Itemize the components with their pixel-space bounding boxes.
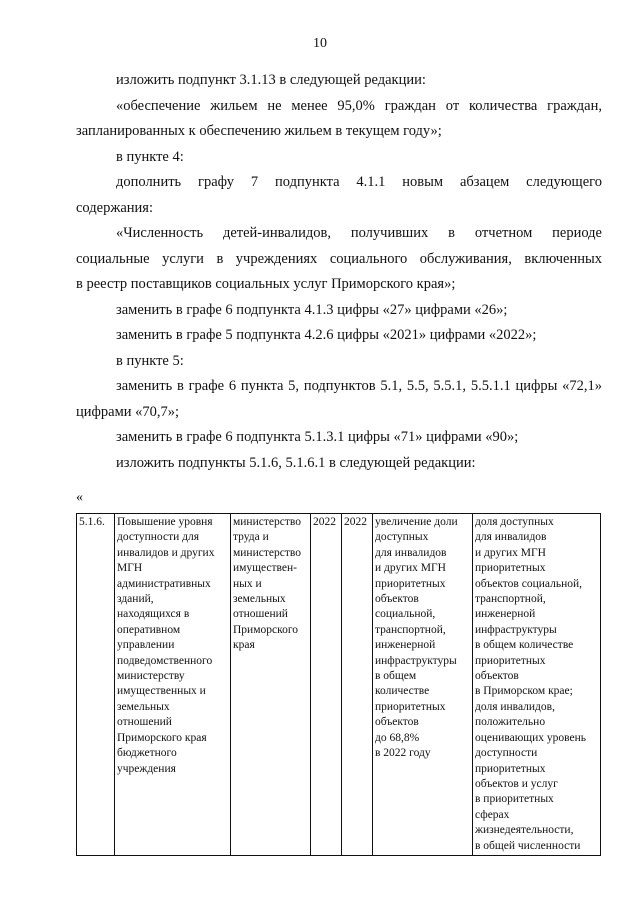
- cell-text-line: подведомственного: [117, 654, 213, 667]
- cell-text-line: имуществен-: [233, 562, 298, 575]
- cell-text-line: бюджетного: [117, 747, 177, 760]
- cell-text-line: зданий,: [117, 593, 154, 606]
- paragraph-line: заменить в графе 6 пункта 5, подпунктов 5.1, 5.5, 5.5.1, 5.5.1.1 цифры «72,1»: [116, 378, 602, 394]
- paragraph-line: заменить в графе 6 подпункта 5.1.3.1 цифры «71» цифрами «90»;: [116, 429, 519, 445]
- cell-text-line: земельных: [233, 593, 286, 606]
- cell-text-line: административных: [117, 577, 211, 590]
- cell-text-line: в общей численности: [475, 839, 581, 852]
- cell-text-line: для инвалидов: [475, 531, 547, 544]
- paragraph-line: изложить подпункты 5.1.6, 5.1.6.1 в следующей редакции:: [116, 454, 476, 471]
- cell-text-line: доступных: [375, 531, 429, 544]
- cell-text-line: министерство: [233, 516, 301, 528]
- cell-text-line: в Приморском крае;: [475, 685, 573, 698]
- cell-text-line: приоритетных: [375, 577, 446, 590]
- cell-text-line: инвалидов и других: [117, 546, 215, 559]
- cell-text-line: министерство: [233, 546, 301, 559]
- paragraph-line: изложить подпункт 3.1.13 в следующей редакции:: [116, 72, 426, 88]
- cell-text-line: социальной,: [375, 608, 436, 621]
- cell-text-line: управлении: [117, 639, 175, 652]
- cell-text-line: объектов: [475, 670, 519, 683]
- cell-text-line: инфраструктуры: [475, 623, 557, 636]
- cell-text-line: транспортной,: [375, 623, 446, 636]
- cell-text-line: Повышение уровня: [117, 516, 213, 528]
- cell-text-line: доступности для: [117, 531, 199, 544]
- paragraph-line: заменить в графе 5 подпункта 4.2.6 цифры «2021» цифрами «2022»;: [116, 327, 537, 343]
- paragraph-line: «обеспечение жильем не менее 95,0% граждан от количества граждан,: [116, 97, 602, 114]
- cell-text-line: жизнедеятельности,: [475, 824, 574, 837]
- cell-text-line: приоритетных: [475, 562, 546, 575]
- cell-text-line: МГН: [117, 562, 143, 575]
- page-number: 10: [313, 36, 327, 51]
- cell-text-line: положительно: [475, 716, 546, 729]
- cell-text-line: отношений: [233, 608, 288, 621]
- paragraph-line: в пункте 5:: [116, 352, 184, 369]
- cell-text-line: в общем: [375, 670, 417, 683]
- cell-text-line: Приморского: [233, 623, 299, 636]
- cell-text-line: находящихся в: [117, 608, 190, 621]
- paragraph-line: дополнить графу 7 подпункта 4.1.1 новым абзацем следующего: [116, 174, 602, 190]
- cell-text-line: доступности: [475, 747, 538, 760]
- cell-text-line: отношений: [117, 716, 172, 729]
- paragraph-line: «Численность детей-инвалидов, получивших в отчетном периоде: [116, 225, 602, 241]
- cell-text-line: количестве: [375, 685, 430, 698]
- cell-text-line: объектов социальной,: [475, 577, 583, 590]
- cell-year-end: 2022: [342, 514, 373, 856]
- cell-text-line: приоритетных: [475, 654, 546, 667]
- cell-text-line: объектов: [375, 593, 419, 606]
- paragraph-line: в реестр поставщиков социальных услуг Приморского края»;: [76, 276, 456, 292]
- cell-text-line: приоритетных: [475, 762, 546, 775]
- cell-text-line: в приоритетных: [475, 793, 554, 806]
- cell-text-line: для инвалидов: [375, 546, 447, 559]
- cell-text-line: и других МГН: [375, 562, 446, 575]
- cell-text-line: инженерной: [375, 639, 436, 652]
- paragraph-line: содержания:: [76, 199, 154, 216]
- cell-executor: [231, 514, 311, 856]
- cell-text-line: сферах: [475, 808, 510, 821]
- cell-text-line: оперативном: [117, 623, 181, 636]
- cell-text-line: в общем количестве: [475, 639, 574, 652]
- cell-text-line: края: [233, 639, 255, 652]
- cell-text-line: имущественных и: [117, 685, 206, 698]
- cell-text-line: министерству: [117, 670, 185, 683]
- cell-text-line: инженерной: [475, 608, 536, 621]
- cell-expected-result: [373, 514, 473, 856]
- measures-table: [76, 513, 601, 856]
- cell-text-line: приоритетных: [375, 700, 446, 713]
- body-text: [76, 68, 602, 476]
- cell-text-line: транспортной,: [475, 593, 546, 606]
- cell-text-line: учреждения: [117, 762, 176, 775]
- cell-text-line: оценивающих уровень: [475, 731, 587, 744]
- paragraph-line: в пункте 4:: [116, 148, 184, 165]
- table-row: [77, 514, 601, 856]
- cell-text-line: труда и: [233, 531, 269, 544]
- cell-text-line: в 2022 году: [375, 747, 431, 760]
- cell-year-start: 2022: [311, 514, 342, 856]
- cell-text-line: инфраструктуры: [375, 654, 457, 667]
- cell-text-line: Приморского края: [117, 731, 207, 744]
- cell-indicators: [473, 514, 601, 856]
- cell-text-line: доля доступных: [475, 516, 554, 528]
- paragraph-line: социальные услуги в учреждениях социального обслуживания, включенных: [76, 250, 602, 267]
- opening-quote-mark: «: [76, 490, 83, 505]
- cell-measure-name: [115, 514, 231, 856]
- cell-text-line: и других МГН: [475, 546, 546, 559]
- cell-text-line: до 68,8%: [375, 731, 420, 744]
- paragraph-line: заменить в графе 6 подпункта 4.1.3 цифры «27» цифрами «26»;: [116, 301, 508, 318]
- cell-text-line: увеличение доли: [375, 516, 458, 528]
- cell-text-line: доля инвалидов,: [475, 700, 555, 713]
- paragraph-line: запланированных к обеспечению жильем в текущем году»;: [76, 123, 442, 139]
- cell-text-line: земельных: [117, 700, 170, 713]
- paragraph-line: цифрами «70,7»;: [76, 403, 180, 420]
- cell-text-line: объектов: [375, 716, 419, 729]
- cell-text-line: ных и: [233, 577, 262, 590]
- cell-item-number: 5.1.6.: [77, 514, 115, 856]
- cell-text-line: объектов и услуг: [475, 777, 558, 790]
